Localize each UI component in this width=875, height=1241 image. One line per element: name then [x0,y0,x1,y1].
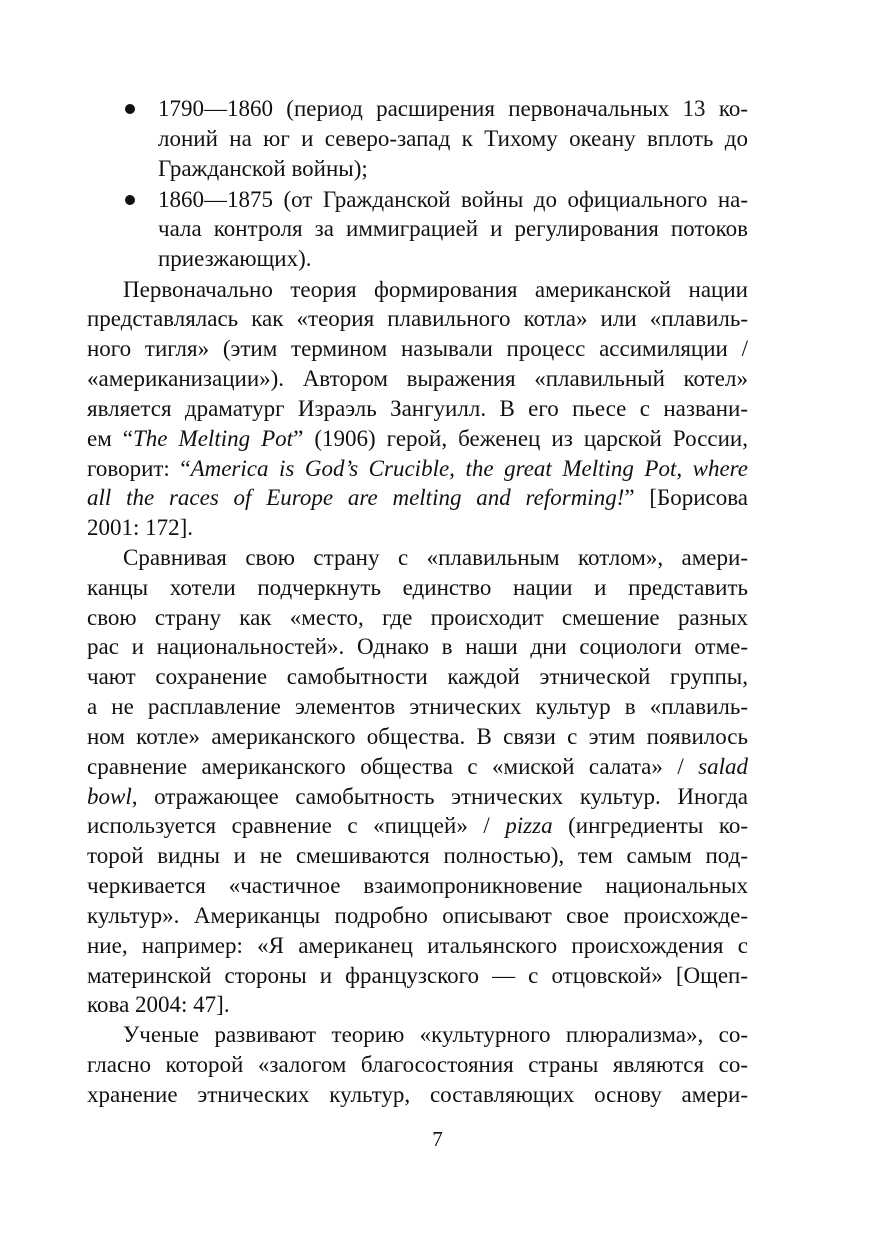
paragraph-line: ного тигля» (этим термином называли процесс ассимиляции / [87,336,748,361]
paragraph-line: ние, например: «Я американец итальянского происхождения с [87,933,748,958]
bullet-1-line-2: лоний на юг и северо-запад к Тихому океану вплоть до [158,126,748,151]
paragraph-line: используется сравнение с «пиццей» / pizza (ингредиенты ко- [87,813,748,838]
paragraph-line: культур». Американцы подробно описывают свое происхожде- [87,903,748,928]
paragraph-line: черкивается «частичное взаимопроникновение национальных [87,873,748,898]
bullet-marker [125,195,135,205]
paragraph-line: кова 2004: 47]. [87,992,230,1017]
paragraph-line: Первоначально теория формирования американской нации [123,277,748,302]
paragraph-line: Сравнивая свою страну с «плавильным котлом», амери- [123,545,748,570]
paragraph-line: материнской стороны и французского — с отцовской» [Ощеп- [87,963,748,988]
bullet-1-line-1: 1790—1860 (период расширения первоначальных 13 ко- [158,96,748,121]
bullet-2-line-1: 1860—1875 (от Гражданской войны до официального на- [158,187,748,212]
paragraph-line: bowl, отражающее самобытность этнических культур. Иногда [87,784,748,809]
paragraph-line: является драматург Израэль Зангуилл. В его пьесе с названи- [87,396,748,421]
paragraph-line: гласно которой «залогом благосостояния страны являются со- [87,1052,748,1077]
paragraph-line: 2001: 172]. [87,515,194,540]
paragraph-line: представлялась как «теория плавильного котла» или «плавиль- [87,306,748,331]
paragraph-line: ном котле» американского общества. В связи с этим появилось [87,724,748,749]
paragraph-line: а не расплавление элементов этнических культур в «плавиль- [87,694,748,719]
paragraph-line: говорит: “America is God’s Crucible, the great Melting Pot, where [87,456,748,481]
page-number: 7 [432,1127,443,1151]
paragraph-line: all the races of Europe are melting and reforming!” [Борисова [87,485,749,510]
paragraph-line: Ученые развивают теорию «культурного плюрализма», со- [123,1022,748,1047]
bullet-marker [125,104,135,114]
paragraph-line: «американизации»). Автором выражения «плавильный котел» [87,366,748,391]
paragraph-line: рас и национальностей». Однако в наши дни социологи отме- [87,634,748,659]
paragraph-line: хранение этнических культур, составляющих основу амери- [87,1082,748,1107]
paragraph-line: канцы хотели подчеркнуть единство нации и представить [87,575,748,600]
paragraph-line: торой видны и не смешиваются полностью), тем самым под- [87,843,748,868]
paragraph-line: чают сохранение самобытности каждой этнической группы, [87,664,748,689]
paragraph-line: ем “The Melting Pot” (1906) герой, беженец из царской России, [87,426,748,451]
paragraph-line: свою страну как «место, где происходит смешение разных [87,605,748,630]
bullet-2-line-3: приезжающих). [158,246,312,271]
paragraph-line: сравнение американского общества с «миской салата» / salad [87,754,748,779]
bullet-2-line-2: чала контроля за иммиграцией и регулирования потоков [158,216,748,241]
bullet-1-line-3: Гражданской войны); [158,156,368,181]
